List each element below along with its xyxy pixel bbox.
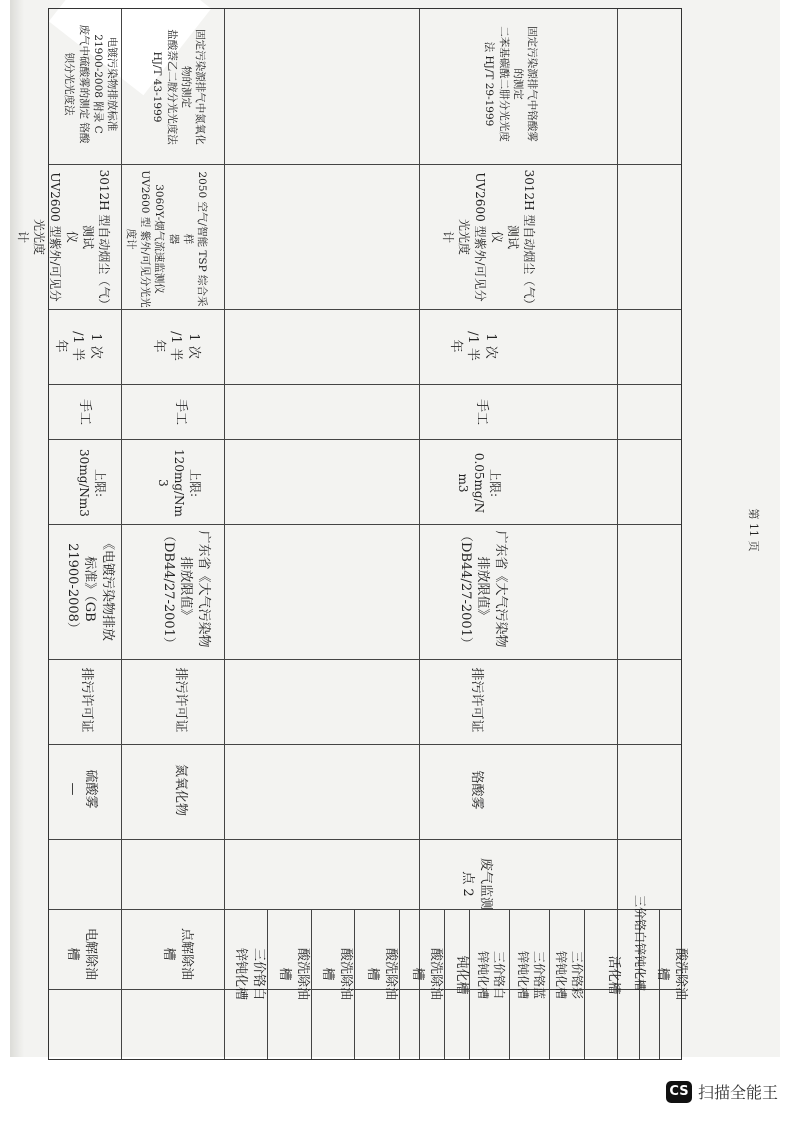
process-cell: 酸洗除油 槽	[277, 947, 310, 1000]
mode-cell-3: 手工	[474, 398, 489, 425]
mode-cell-2: 手工	[173, 398, 188, 425]
process-cell: 钝化槽	[454, 955, 469, 995]
grid-line	[121, 9, 122, 1059]
freq-cell-1: 1 次 /1 半 年	[52, 331, 103, 361]
grid-line	[354, 909, 355, 1059]
grid-line	[617, 9, 618, 1059]
grid-line	[509, 909, 510, 1059]
instrument-cell-3: 3012H 型自动烟尘（气）测试 仪 UV2600 型紫外/可见分光光度 计	[441, 169, 536, 305]
grid-line	[49, 839, 681, 840]
grid-line	[49, 909, 681, 910]
process-cell: 活化槽	[606, 955, 621, 995]
freq-cell-3: 1 次 /1 半 年	[447, 331, 498, 361]
process-cell: 酸洗除油 槽	[655, 947, 688, 1000]
grid-line	[49, 659, 681, 660]
permit-cell-3: 排污许可证	[469, 667, 484, 733]
standard-cell-3: 广东省《大气污染物 排放限值》 （DB44/27-2001）	[457, 529, 508, 650]
limit-cell-3: 上限: 0.05mg/N m3	[455, 452, 502, 514]
process-cell: 三价铬白 锌钝化槽	[475, 950, 506, 999]
pollutant-cell-1: 硫酸雾 —	[65, 769, 98, 809]
standard-cell-2: 广东省《大气污染物 排放限值》 （DB44/27-2001）	[160, 529, 211, 650]
method-cell-1: 电镀污染物排放标准 21900-2008 附录 C 废气中硫酸雾的测定 铬酸 钡分光光度法	[63, 24, 118, 144]
grid-line	[444, 909, 445, 1059]
instrument-cell-1: 3012H 型自动烟尘（气）测试 仪 UV2600 型紫外/可见分光光度 计	[16, 169, 111, 305]
freq-cell-2: 1 次 /1 半 年	[150, 331, 201, 361]
pollutant-cell-3: 铬酸雾	[469, 770, 484, 810]
grid-line	[399, 909, 400, 1059]
page-edge-shadow	[10, 0, 24, 1057]
process-cell: 三价铬彩 锌钝化槽	[553, 950, 584, 999]
grid-line	[49, 744, 681, 745]
grid-line	[49, 164, 681, 165]
process-cell: 三价铬蓝 锌钝化槽	[515, 950, 546, 999]
scanner-app-name: 扫描全能王	[697, 1083, 778, 1102]
mode-cell-1: 手工	[77, 398, 92, 425]
grid-line	[49, 384, 681, 385]
camscanner-logo-icon: CS	[666, 1081, 692, 1103]
process-cell: 三价铬白锌钝化槽	[633, 894, 647, 991]
permit-cell-2: 排污许可证	[173, 667, 188, 733]
instrument-cell-2: 2050 空气/智能 TSP 综合采样 器 3060Y-烟气流速监测仪 UV2600 型 紫外/可见分光光 度计	[125, 170, 208, 308]
permit-cell-1: 排污许可证	[79, 667, 94, 733]
process-cell: 酸洗除油 槽	[320, 947, 353, 1000]
process-cell: 酸洗除油 槽	[410, 947, 443, 1000]
method-cell-2: 固定污染源排气中氮氧化 物的测定 盐酸萘乙二胺分光光度法 HJ/T 43-1999	[151, 29, 206, 145]
process-cell-1: 电解除油 槽	[65, 927, 98, 980]
grid-line	[267, 909, 268, 1059]
grid-line	[419, 9, 420, 1059]
monitoring-table	[16, 8, 688, 1060]
grid-line	[49, 439, 681, 440]
process-cell: 三价铬白 锌钝化槽	[233, 947, 266, 1000]
method-cell-3: 固定污染源排气中铬酸雾 的测定 二苯基碳酰二肼分光光度 法 HJ/T 29-1999	[483, 26, 538, 142]
limit-cell-2: 上限: 120mg/Nm 3	[155, 449, 202, 517]
standard-cell-1: 《电镀污染物排放 标准》（GB 21900-2008）	[64, 536, 115, 641]
grid-line	[49, 309, 681, 310]
grid-line	[49, 524, 681, 525]
scanned-page	[10, 0, 780, 1057]
page-number: 第 11 页	[747, 508, 760, 552]
monitoring-point-cell: 废气监测 点 2	[460, 857, 493, 910]
limit-cell-1: 上限: 30mg/Nm3	[76, 449, 107, 517]
process-cell-2: 点解除油 槽	[161, 927, 194, 980]
process-cell: 酸洗除油 槽	[365, 947, 398, 1000]
scanner-watermark	[666, 1080, 778, 1103]
grid-line	[224, 9, 225, 1059]
pollutant-cell-2: 氮氧化物	[173, 763, 188, 816]
grid-line	[311, 909, 312, 1059]
